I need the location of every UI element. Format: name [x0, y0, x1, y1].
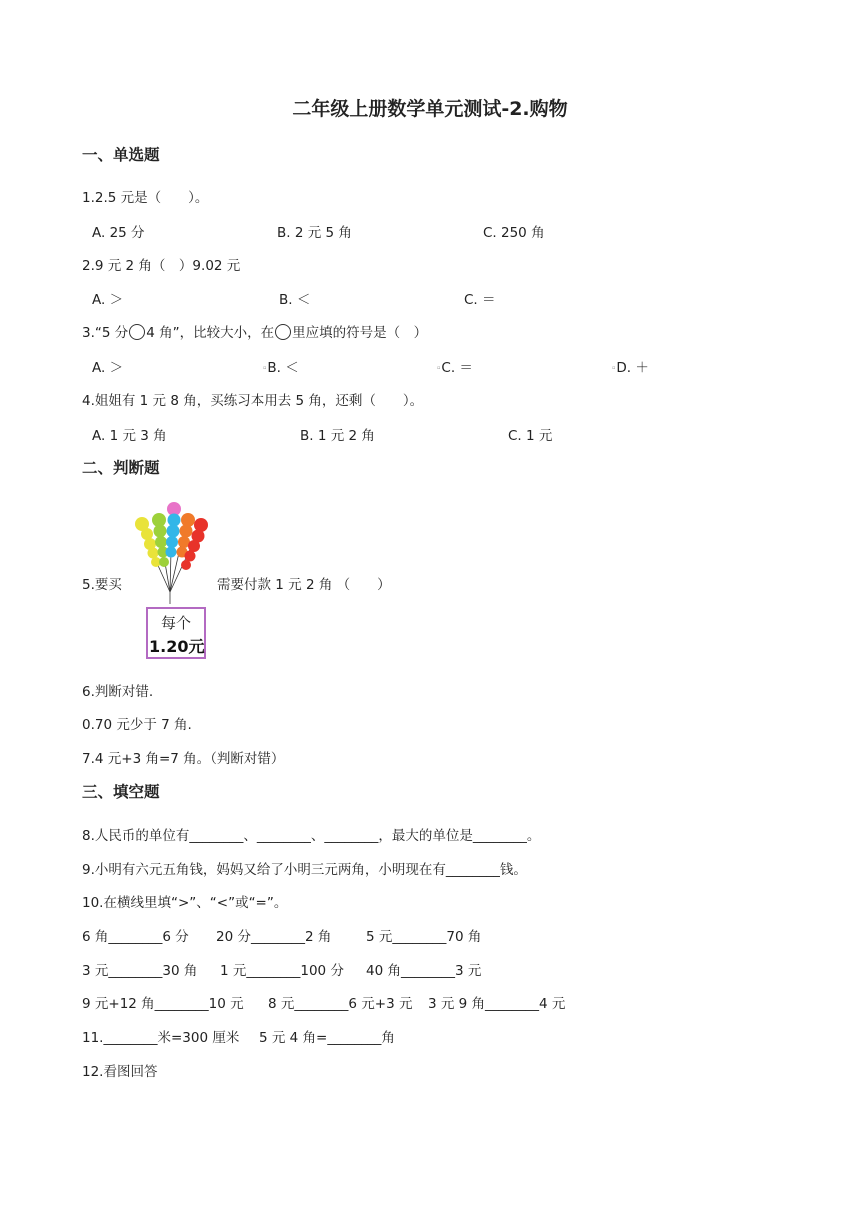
question-11-part-a: 11.________米=300 厘米	[82, 1030, 240, 1046]
q1-option-a[interactable]: A. 25 分	[92, 225, 145, 241]
q3-option-c[interactable]	[437, 356, 473, 376]
q1-option-c[interactable]: C. 250 角	[483, 225, 545, 241]
section-heading-true-false: 二、判断题	[82, 459, 160, 477]
q10-item: 3 元________30 角	[82, 963, 198, 979]
q4-option-b[interactable]: B. 1 元 2 角	[300, 428, 375, 444]
q10-item: 8 元________6 元+3 元	[268, 996, 413, 1012]
option-marker-icon: ▫	[437, 365, 441, 371]
question-3	[82, 321, 427, 341]
q3-option-c-label: C. ＝	[441, 360, 473, 376]
question-10: 10.在横线里填“>”、“<”或“=”。	[82, 895, 288, 911]
question-6: 6.判断对错.	[82, 684, 154, 700]
q2-option-b[interactable]: B. ＜	[279, 292, 311, 308]
q10-item: 3 元 9 角________4 元	[428, 996, 566, 1012]
price-tag-label: 每个	[160, 614, 191, 632]
comparison-circle-icon	[275, 324, 291, 340]
q10-item: 9 元+12 角________10 元	[82, 996, 244, 1012]
section-heading-fill-blank: 三、填空题	[82, 783, 160, 801]
q3-text-pre: 3.“5 分	[82, 325, 129, 341]
page-title: 二年级上册数学单元测试-2.购物	[292, 98, 568, 120]
q10-item: 5 元________70 角	[366, 929, 482, 945]
question-6-statement: 0.70 元少于 7 角.	[82, 717, 192, 733]
q2-option-c[interactable]: C. ＝	[464, 292, 496, 308]
question-11-part-b: 5 元 4 角=________角	[259, 1030, 395, 1046]
q3-option-d[interactable]	[612, 356, 649, 376]
price-tag-price: 1.20元	[149, 637, 205, 656]
q3-option-d-label: D. ＋	[616, 360, 649, 376]
question-4: 4.姐姐有 1 元 8 角，买练习本用去 5 角，还剩（ ）。	[82, 393, 424, 409]
q3-text-post: 里应填的符号是（ ）	[292, 325, 428, 341]
option-marker-icon: ▫	[612, 365, 616, 371]
section-heading-single-choice: 一、单选题	[82, 146, 160, 164]
q10-item: 40 角________3 元	[366, 963, 482, 979]
q4-option-c[interactable]: C. 1 元	[508, 428, 553, 444]
q3-option-b-label: B. ＜	[267, 360, 299, 376]
q3-option-b[interactable]	[263, 356, 299, 376]
question-9: 9.小明有六元五角钱，妈妈又给了小明三元两角，小明现在有________钱。	[82, 862, 527, 878]
question-8: 8.人民币的单位有________、________、________，最大的单位是________。	[82, 828, 541, 844]
comparison-circle-icon	[129, 324, 145, 340]
q3-text-mid: 4 角”，比较大小，在	[146, 325, 275, 341]
question-7: 7.4 元+3 角=7 角。（判断对错）	[82, 751, 285, 767]
q4-option-a[interactable]: A. 1 元 3 角	[92, 428, 167, 444]
question-1: 1.2.5 元是（ ）。	[82, 190, 209, 206]
q3-option-a[interactable]: A. ＞	[92, 360, 124, 376]
q1-option-b[interactable]: B. 2 元 5 角	[277, 225, 352, 241]
q10-item: 20 分________2 角	[216, 929, 332, 945]
q2-option-a[interactable]: A. ＞	[92, 292, 124, 308]
question-5-prefix: 5.要买	[82, 577, 122, 593]
q10-item: 6 角________6 分	[82, 929, 189, 945]
question-2: 2.9 元 2 角（ ）9.02 元	[82, 258, 241, 274]
question-5-suffix: 需要付款 1 元 2 角 （ ）	[217, 577, 391, 593]
question-12: 12.看图回答	[82, 1064, 158, 1080]
q10-item: 1 元________100 分	[220, 963, 344, 979]
option-marker-icon: ▫	[263, 365, 267, 371]
